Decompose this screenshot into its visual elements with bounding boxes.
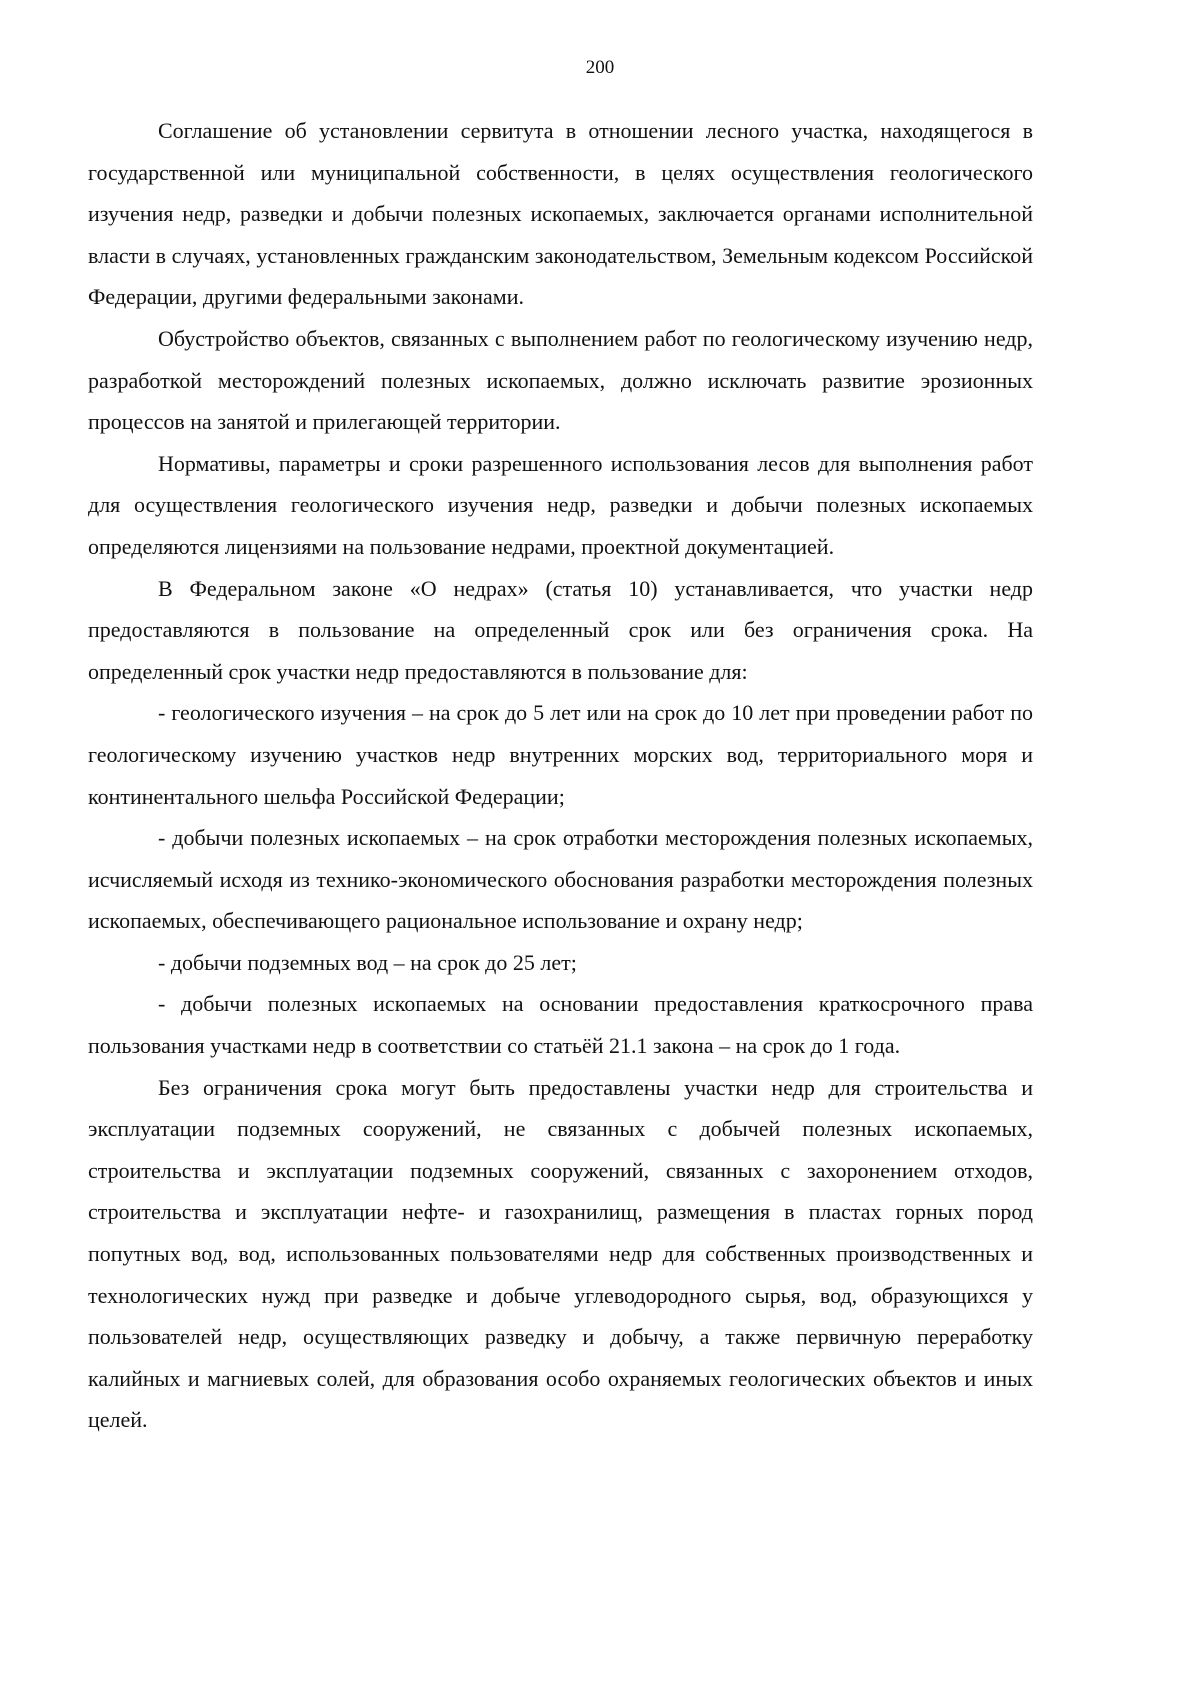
paragraph-facility-arrangement: Обустройство объектов, связанных с выполнением работ по геологическому изучению недр, разработкой месторождений полезных ископаемых, должно исключать развитие эрозионных процессов на занятой и прилегающей территории.	[88, 325, 1033, 435]
list-item-short-term-right: - добычи полезных ископаемых на основании предоставления краткосрочного права пользования участками недр в соответствии со статьёй 21.1 закона – на срок до 1 года.	[88, 991, 1033, 1059]
list-item-mineral-extraction: - добычи полезных ископаемых – на срок отработки месторождения полезных ископаемых, исчисляемый исходя из технико-экономического обоснования разработки месторождения полезных ископаемых, обеспечивающего рациональное использование и охрану недр;	[88, 825, 1033, 934]
paragraph-servitude-agreement: Соглашение об установлении сервитута в отношении лесного участка, находящегося в государственной или муниципальной собственности, в целях осуществления геологического изучения недр, разведки и добычи полезных ископаемых, заключается органами исполнительной власти в случаях, установленных гражданским законодательством, Земельным кодексом Российской Федерации, другими федеральными законами.	[88, 118, 1033, 310]
paragraph-unlimited-term: Без ограничения срока могут быть предоставлены участки недр для строительства и эксплуатации подземных сооружений, не связанных с добычей полезных ископаемых, строительства и эксплуатации подземных сооружений, связанных с захоронением отходов, строительства и эксплуатации нефте- и газохранилищ, размещения в пластах горных пород попутных вод, вод, использованных пользователями недр для собственных производственных и технологических нужд при разведке и добыче углеводородного сырья, вод, образующихся у пользователей недр, осуществляющих разведку и добычу, а также первичную переработку калийных и магниевых солей, для образования особо охраняемых геологических объектов и иных целей.	[88, 1074, 1033, 1433]
list-item-geological-study: - геологического изучения – на срок до 5 лет или на срок до 10 лет при проведении работ по геологическому изучению участков недр внутренних морских вод, территориального моря и континентального шельфа Российской Федерации;	[88, 700, 1033, 809]
paragraph-subsoil-law-terms: В Федеральном законе «О недрах» (статья 10) устанавливается, что участки недр предоставляются в пользование на определенный срок или без ограничения срока. На определенный срок участки недр предоставляются в пользование для:	[88, 575, 1033, 684]
list-item-groundwater-extraction: - добычи подземных вод – на срок до 25 лет;	[158, 949, 577, 975]
paragraph-forest-use-norms: Нормативы, параметры и сроки разрешенного использования лесов для выполнения работ для осуществления геологического изучения недр, разведки и добычи полезных ископаемых определяются лицензиями на пользование недрами, проектной документацией.	[88, 450, 1033, 559]
page-number: 200	[585, 57, 615, 78]
body-text	[88, 110, 1033, 1441]
